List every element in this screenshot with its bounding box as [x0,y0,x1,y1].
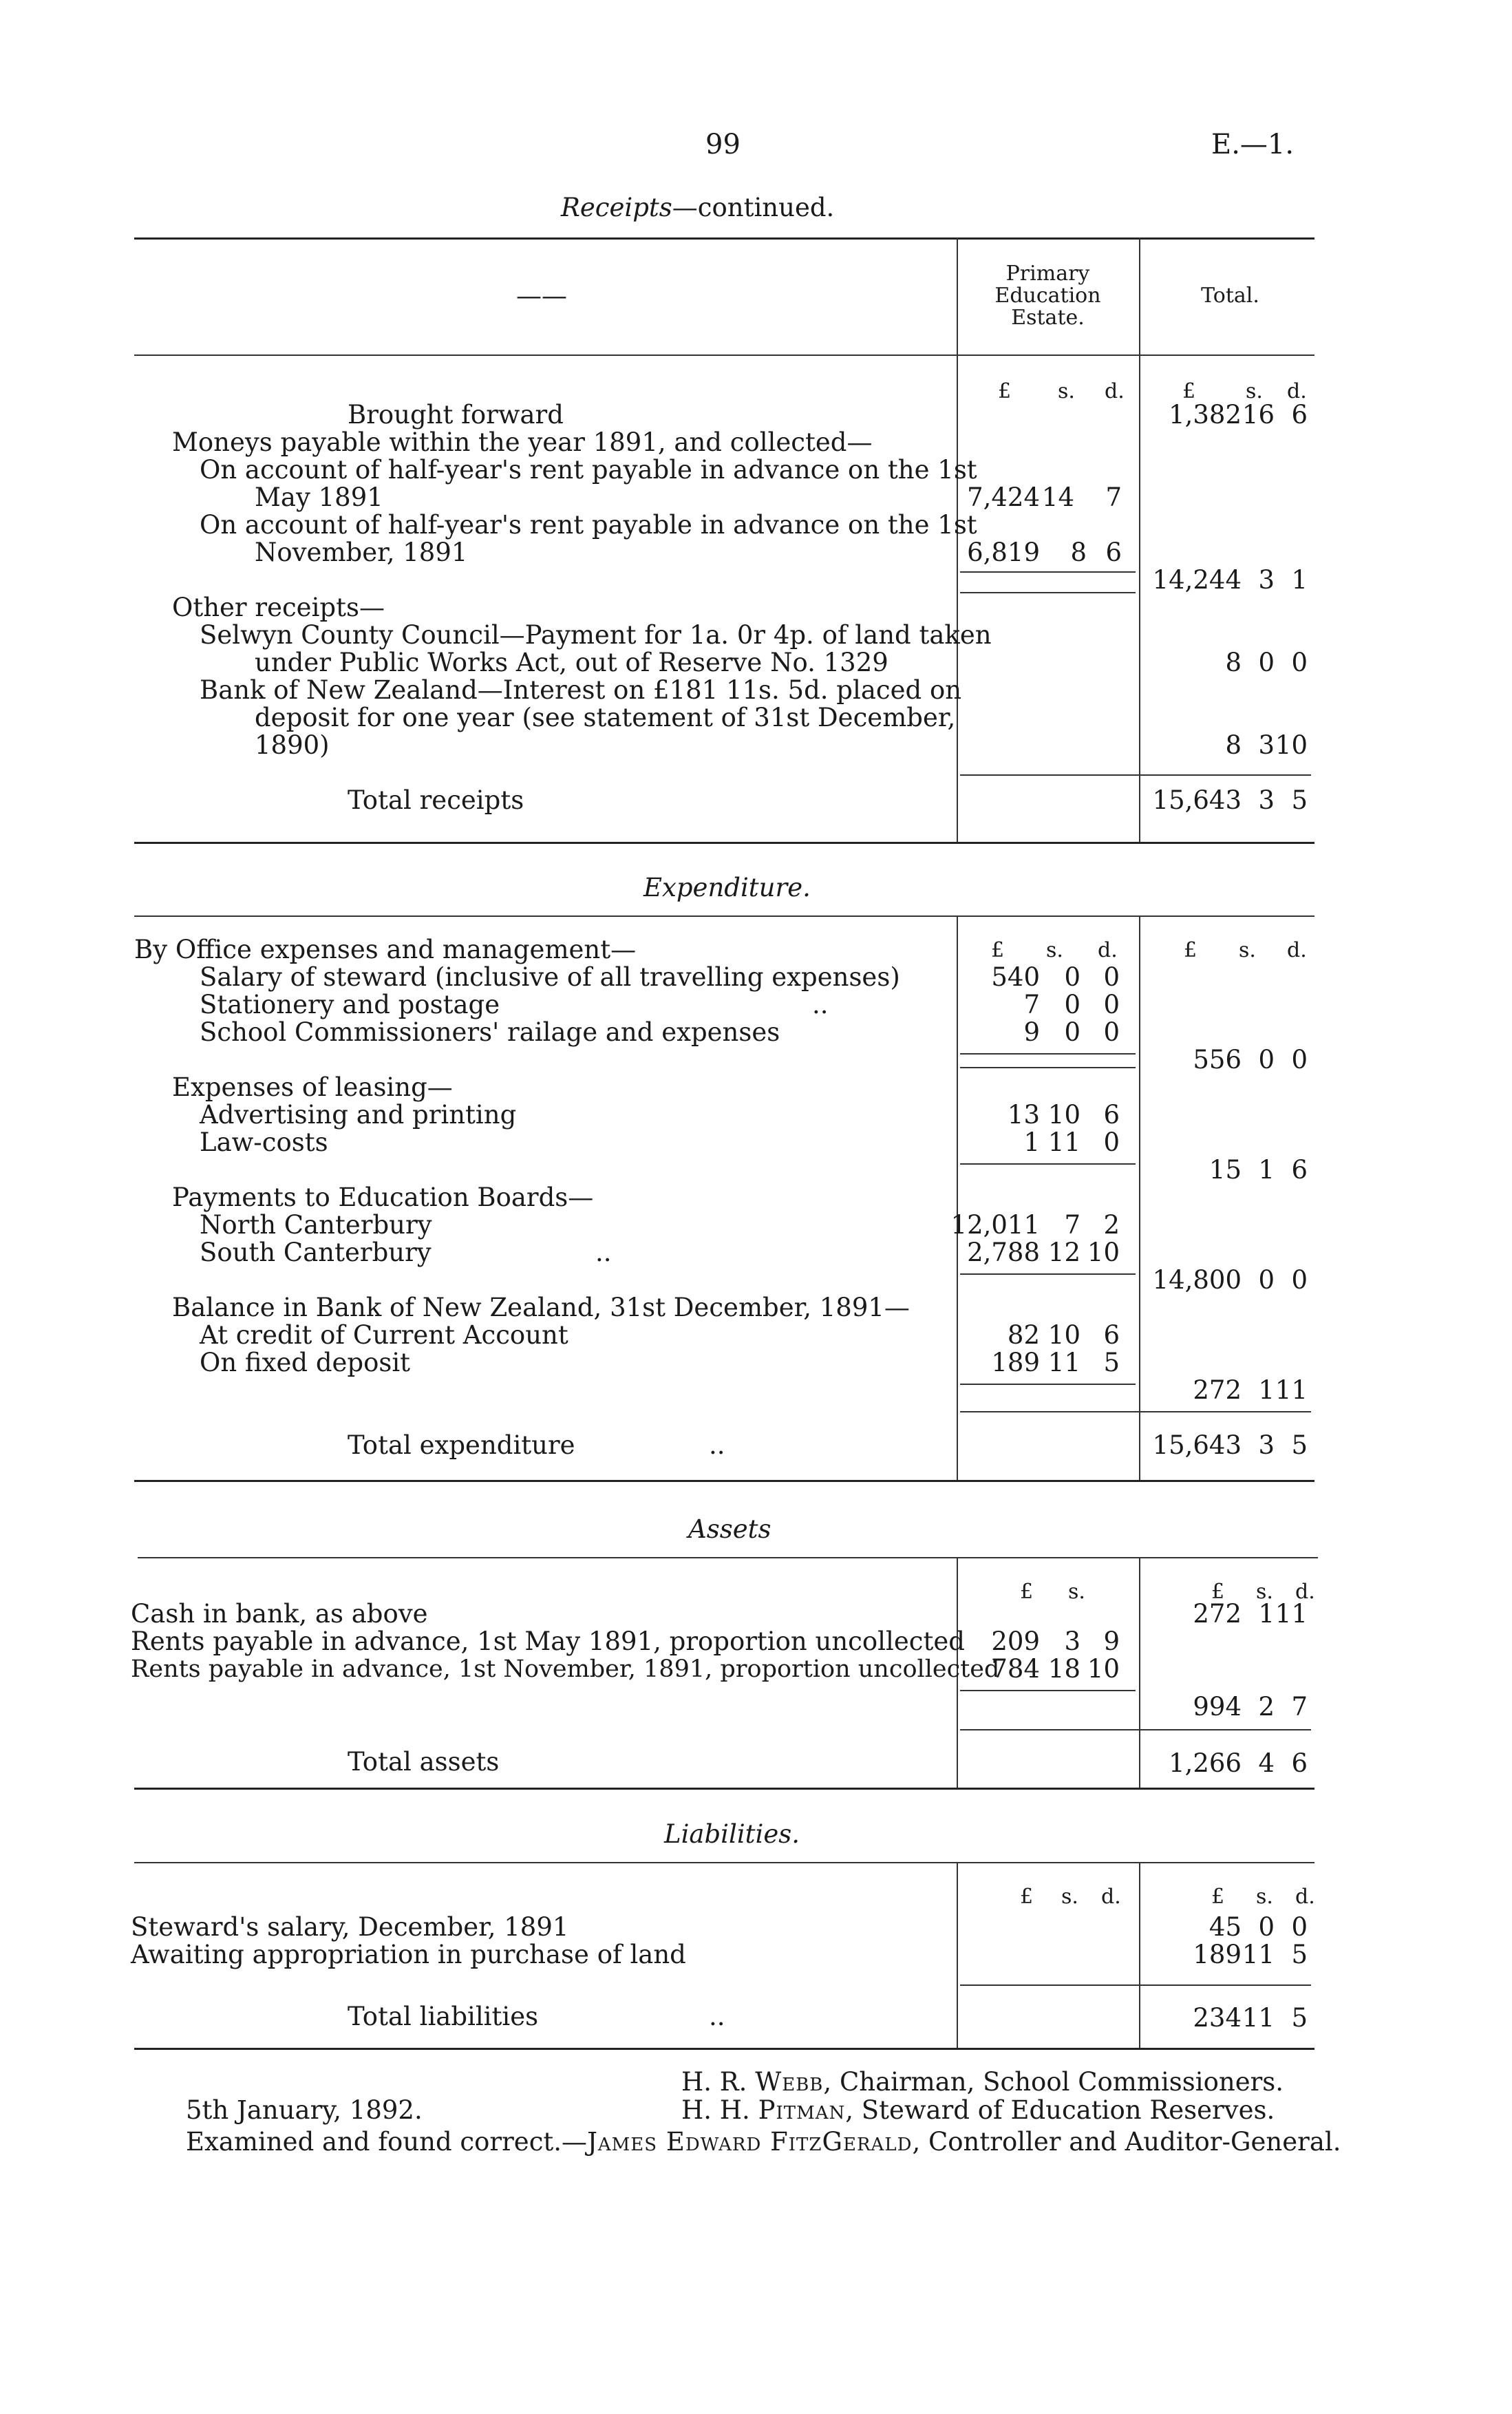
office-total-shillings: 0 [1258,1045,1275,1074]
advertising-shillings: 10 [1047,1100,1080,1130]
assets-unit-pound: £ [1020,1580,1034,1604]
current-account-pence: 6 [1103,1320,1120,1350]
leasing-total-pounds: 15 [1208,1155,1242,1185]
section-title-text: Receipts [561,193,672,222]
stationery-pounds: 7 [1023,990,1040,1019]
total-liabilities-dots: .. [709,2002,725,2031]
cash-in-bank-label: Cash in bank, as above [131,1599,428,1629]
assets-top-rule [138,1557,1318,1558]
moneys-total-pence: 1 [1291,565,1308,595]
col-header-line-3: Estate. [1011,306,1085,330]
cash-in-bank-pounds: 272 [1193,1599,1242,1629]
webb-role: , Chairman, School Commissioners. [823,2067,1284,2097]
assets-unit-shilling: s. [1068,1580,1085,1604]
exp-unit-pound-total: £ [1184,938,1197,962]
webb-initials: H. R. [681,2067,747,2097]
cash-in-bank-shillings: 1 [1258,1599,1275,1629]
current-account-shillings: 10 [1047,1320,1080,1350]
liab-unit-shilling: s. [1061,1885,1078,1909]
col-header-primary-education [963,263,1132,329]
col-header-total: Total. [1201,284,1259,308]
section-continued: —continued. [672,193,835,222]
exp-unit-shilling: s. [1046,938,1063,962]
balance-total-pounds: 272 [1193,1375,1242,1405]
expenditure-top-rule [134,915,1314,917]
selwyn-line-2: under Public Works Act, out of Reserve No. 1329 [255,648,888,677]
south-canterbury-pounds: 2,788 [967,1238,1040,1267]
awaiting-appropriation-label: Awaiting appropriation in purchase of land [131,1940,686,1969]
railage-shillings: 0 [1064,1017,1080,1047]
exp-unit-pence: d. [1098,938,1118,962]
unit-shilling: s. [1058,379,1075,403]
document-code: E.—1. [1211,129,1295,160]
may-rent-shillings: 14 [1041,483,1074,512]
north-canterbury-pounds: 12,011 [950,1210,1040,1240]
law-costs-pounds: 1 [1023,1127,1040,1157]
stationery-leader-dots: .. [812,990,829,1019]
liab-unit-shilling-total: s. [1256,1885,1273,1909]
assets-unit-shilling-total: s. [1256,1580,1273,1604]
col-header-line-1: Primary [1005,262,1090,286]
selwyn-pence: 0 [1291,648,1308,677]
south-canterbury-pence: 10 [1087,1238,1120,1267]
total-assets-pence: 6 [1291,1748,1308,1778]
office-total-pence: 0 [1291,1045,1308,1074]
may-rent-line-2: May 1891 [255,483,383,512]
may-rent-pounds: 7,424 [967,483,1040,512]
bank-interest-line-2: deposit for one year (see statement of 31st December, [255,703,956,732]
boards-subtotal-rule [960,1273,1136,1275]
brought-forward-label: Brought forward [348,400,564,430]
fixed-deposit-label: On fixed deposit [200,1348,411,1377]
fixed-deposit-shillings: 11 [1047,1348,1080,1377]
boards-total-pence: 0 [1291,1265,1308,1295]
total-liabilities-label: Total liabilities [348,2002,539,2031]
liab-unit-pence: d. [1101,1885,1121,1909]
col-header-line-2: Education [994,284,1101,308]
may-rent-pence: 7 [1105,483,1122,512]
unit-shilling-total: s. [1246,379,1263,403]
rents-nov-pounds: 784 [991,1654,1040,1684]
rents-total-pence: 7 [1291,1692,1308,1722]
pitman-name: Pitman [758,2095,846,2125]
total-expenditure-label: Total expenditure [348,1430,575,1460]
law-costs-shillings: 11 [1047,1127,1080,1157]
examined-text: Examined and found correct.— [186,2127,588,2157]
railage-label: School Commissioners' railage and expenses [200,1017,780,1047]
bank-interest-line-1: Bank of New Zealand—Interest on £181 11s. 5d. placed on [200,675,962,705]
pitman-initials: H. H. [681,2095,750,2125]
auditor-name: James Edward FitzGerald [587,2127,913,2157]
exp-unit-pound: £ [991,938,1005,962]
brought-forward-shillings: 16 [1242,400,1275,430]
boards-heading: Payments to Education Boards— [172,1183,594,1212]
south-leader-dots: .. [595,1238,612,1267]
cash-in-bank-pence: 11 [1275,1599,1308,1629]
assets-title: Assets [688,1514,771,1544]
stationery-shillings: 0 [1064,990,1080,1019]
total-receipts-shillings: 3 [1258,785,1275,815]
nov-rent-pence: 6 [1105,538,1122,567]
total-receipts-pence: 5 [1291,785,1308,815]
stationery-pence: 0 [1103,990,1120,1019]
salary-label: Salary of steward (inclusive of all travelling expenses) [200,962,900,992]
receipts-header-dash: —— [516,281,567,310]
steward-salary-label: Steward's salary, December, 1891 [131,1912,569,1942]
signature-date: 5th January, 1892. [186,2095,423,2125]
rents-may-pence: 9 [1103,1627,1120,1656]
expenditure-bottom-rule [134,1480,1314,1482]
office-total-pounds: 556 [1193,1045,1242,1074]
current-account-label: At credit of Current Account [200,1320,568,1350]
office-subtotal-rule [960,1053,1136,1055]
section-title [561,194,834,222]
salary-pounds: 540 [991,962,1040,992]
law-costs-label: Law-costs [200,1127,328,1157]
assets-total-rule [960,1729,1311,1730]
leasing-subtotal-rule [960,1163,1136,1165]
rents-may-pounds: 209 [991,1627,1040,1656]
leasing-total-pence: 6 [1291,1155,1308,1185]
other-receipts-heading: Other receipts— [172,593,385,622]
expenditure-col-divider-1 [957,915,958,1480]
receipts-top-rule [134,237,1314,240]
bank-interest-shillings: 3 [1258,730,1275,760]
rents-nov-pence: 10 [1087,1654,1120,1684]
receipts-bottom-rule [134,842,1314,844]
assets-unit-pence-total: d. [1295,1580,1315,1604]
balance-heading: Balance in Bank of New Zealand, 31st December, 1891— [172,1293,910,1322]
total-expenditure-pounds: 15,643 [1152,1430,1242,1460]
total-expenditure-shillings: 3 [1258,1430,1275,1460]
auditor-certification [186,2128,1341,2156]
south-canterbury-label: South Canterbury [200,1238,432,1267]
boards-total-shillings: 0 [1258,1265,1275,1295]
brought-forward-pounds: 1,382 [1169,400,1242,430]
balance-total-shillings: 1 [1258,1375,1275,1405]
unit-pence: d. [1105,379,1125,403]
steward-salary-pence: 0 [1291,1912,1308,1942]
expenditure-title: Expenditure. [643,873,811,902]
selwyn-pounds: 8 [1225,648,1242,677]
south-canterbury-shillings: 12 [1047,1238,1080,1267]
stationery-label: Stationery and postage [200,990,500,1019]
rents-may-label: Rents payable in advance, 1st May 1891, proportion uncollected [131,1627,965,1656]
liab-unit-pound: £ [1020,1885,1034,1909]
north-canterbury-shillings: 7 [1064,1210,1080,1240]
liab-unit-pound-total: £ [1211,1885,1225,1909]
selwyn-shillings: 0 [1258,648,1275,677]
total-receipts-pounds: 15,643 [1152,785,1242,815]
liabilities-title: Liabilities. [664,1819,800,1849]
rents-total-shillings: 2 [1258,1692,1275,1722]
may-rent-line-1: On account of half-year's rent payable in advance on the 1st [200,455,977,485]
total-assets-shillings: 4 [1258,1748,1275,1778]
exp-unit-shilling-total: s. [1239,938,1256,962]
rents-nov-label: Rents payable in advance, 1st November, 1891, proportion uncollected [131,1655,1000,1683]
north-canterbury-label: North Canterbury [200,1210,432,1240]
office-subtotal-rule-2 [960,1067,1136,1068]
bank-interest-pence: 10 [1275,730,1308,760]
liabilities-top-rule [134,1862,1314,1863]
leasing-heading: Expenses of leasing— [172,1072,453,1102]
total-receipts-label: Total receipts [348,785,524,815]
webb-name: Webb [755,2067,824,2097]
liabilities-col-divider-1 [957,1862,958,2048]
fixed-deposit-pence: 5 [1103,1348,1120,1377]
bank-interest-pounds: 8 [1225,730,1242,760]
pitman-signature [681,2097,1275,2124]
total-assets-pounds: 1,266 [1169,1748,1242,1778]
advertising-pence: 6 [1103,1100,1120,1130]
nov-rent-shillings: 8 [1070,538,1087,567]
selwyn-line-1: Selwyn County Council—Payment for 1a. 0r 4p. of land taken [200,620,992,650]
advertising-label: Advertising and printing [200,1100,517,1130]
receipts-col-divider-1 [957,237,958,843]
exp-unit-pence-total: d. [1287,938,1307,962]
assets-bottom-rule [134,1788,1314,1790]
boards-total-pounds: 14,800 [1152,1265,1242,1295]
railage-pounds: 9 [1023,1017,1040,1047]
receipts-header-rule [134,354,1314,356]
moneys-total-pounds: 14,244 [1152,565,1242,595]
unit-pence-total: d. [1287,379,1307,403]
awaiting-appropriation-pence: 5 [1291,1940,1308,1969]
railage-pence: 0 [1103,1017,1120,1047]
law-costs-pence: 0 [1103,1127,1120,1157]
nov-rent-line-2: November, 1891 [255,538,468,567]
moneys-total-shillings: 3 [1258,565,1275,595]
bank-interest-line-3: 1890) [255,730,330,760]
liab-unit-pence-total: d. [1295,1885,1315,1909]
rents-total-pounds: 994 [1193,1692,1242,1722]
steward-salary-shillings: 0 [1258,1912,1275,1942]
expenditure-total-rule [960,1411,1311,1412]
moneys-subtotal-rule-2 [960,592,1136,593]
assets-col-divider-2 [1139,1557,1140,1788]
receipts-total-rule [960,774,1311,776]
balance-subtotal-rule [960,1384,1136,1385]
moneys-heading: Moneys payable within the year 1891, and collected— [172,427,873,457]
liabilities-bottom-rule [134,2048,1314,2050]
liabilities-total-rule [960,1984,1311,1986]
liabilities-col-divider-2 [1139,1862,1140,2048]
total-assets-label: Total assets [348,1747,500,1777]
nov-rent-line-1: On account of half-year's rent payable in advance on the 1st [200,510,977,540]
awaiting-appropriation-shillings: 11 [1242,1940,1275,1969]
total-expenditure-dots: .. [709,1430,725,1460]
receipts-col-divider-2 [1139,237,1140,843]
total-liabilities-pounds: 234 [1193,2003,1242,2033]
rents-may-shillings: 3 [1064,1627,1080,1656]
north-canterbury-pence: 2 [1103,1210,1120,1240]
webb-signature [681,2068,1284,2096]
salary-shillings: 0 [1064,962,1080,992]
pitman-role: , Steward of Education Reserves. [845,2095,1275,2125]
office-heading: By Office expenses and management— [134,935,637,964]
assets-unit-pound-total: £ [1211,1580,1225,1604]
page-number: 99 [705,129,741,160]
rents-nov-shillings: 18 [1047,1654,1080,1684]
auditor-role: , Controller and Auditor-General. [912,2127,1341,2157]
rents-subtotal-rule [960,1690,1136,1691]
current-account-pounds: 82 [1007,1320,1040,1350]
steward-salary-pounds: 45 [1208,1912,1242,1942]
salary-pence: 0 [1103,962,1120,992]
total-liabilities-shillings: 11 [1242,2003,1275,2033]
balance-total-pence: 11 [1275,1375,1308,1405]
awaiting-appropriation-pounds: 189 [1193,1940,1242,1969]
total-liabilities-pence: 5 [1291,2003,1308,2033]
brought-forward-pence: 6 [1291,400,1308,430]
leasing-total-shillings: 1 [1258,1155,1275,1185]
unit-pound-total: £ [1182,379,1196,403]
advertising-pounds: 13 [1007,1100,1040,1130]
fixed-deposit-pounds: 189 [991,1348,1040,1377]
expenditure-col-divider-2 [1139,915,1140,1480]
unit-pound: £ [998,379,1012,403]
nov-rent-pounds: 6,819 [967,538,1040,567]
moneys-subtotal-rule [960,571,1136,573]
total-expenditure-pence: 5 [1291,1430,1308,1460]
